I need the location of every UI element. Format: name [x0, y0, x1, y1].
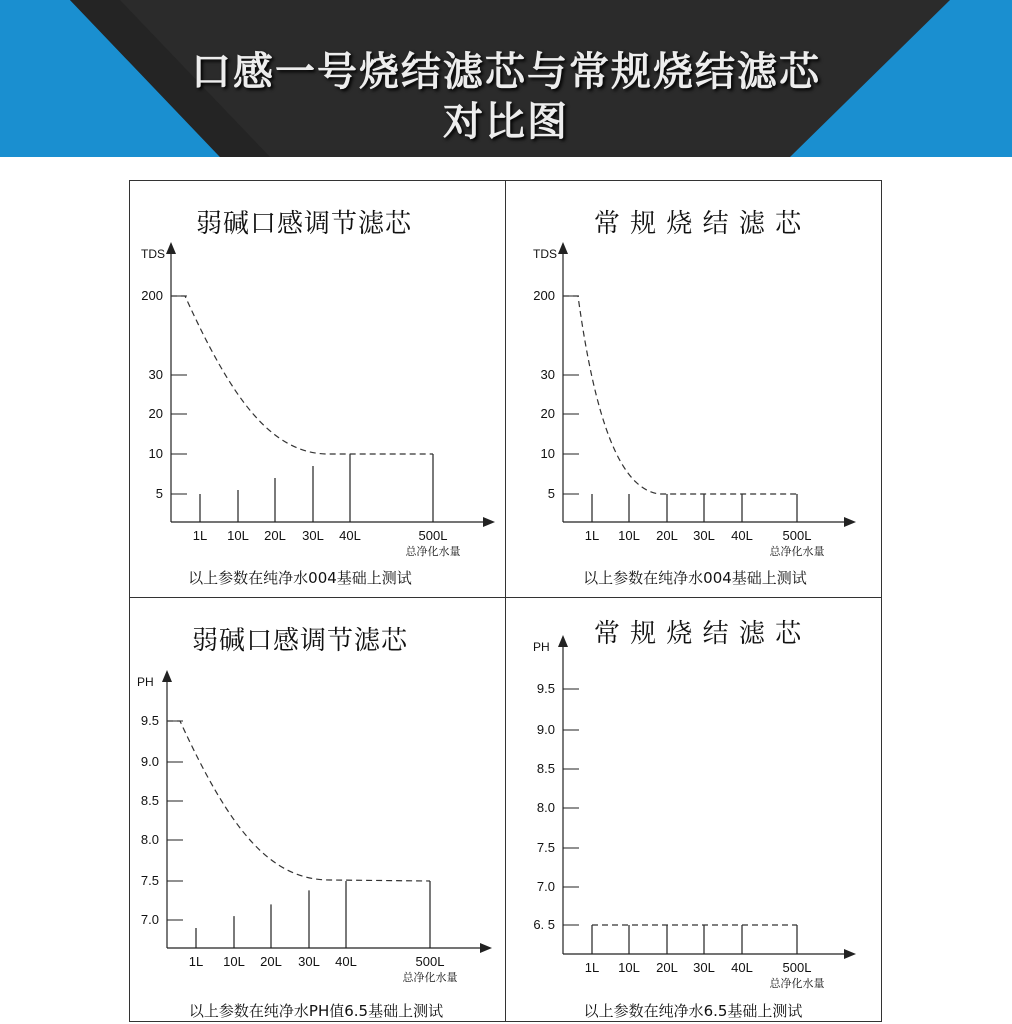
chart2-x-tick-label: 20L: [656, 528, 678, 543]
panel-title-1: 弱碱口感调节滤芯: [195, 209, 412, 239]
chart2-y-tick-label: 200: [533, 288, 555, 303]
chart2-y-axis-arrow: [558, 242, 568, 254]
chart3-y-axis-arrow: [162, 670, 172, 682]
panel-footnote-2: 以上参数在纯净水004基础上测试: [583, 569, 807, 587]
chart3-x-axis-arrow: [480, 943, 492, 953]
chart3-x-tick-label: 10L: [223, 954, 245, 969]
panel-footnote-3: 以上参数在纯净水PH值6.5基础上测试: [188, 1002, 444, 1020]
chart4-y-axis-label: PH: [533, 640, 550, 654]
chart1-y-tick-label: 200: [141, 288, 163, 303]
chart4-y-tick-label: 9.0: [536, 722, 555, 737]
chart4-x-axis-arrow: [844, 949, 856, 959]
chart4-y-axis-arrow: [558, 635, 568, 647]
chart1-y-tick-label: 20: [148, 406, 163, 421]
chart2-x-axis-arrow: [844, 517, 856, 527]
chart4-x-tick-label: 20L: [656, 960, 678, 975]
chart3-y-tick-label: 8.0: [140, 832, 159, 847]
chart2-x-axis-label: 总净化水量: [769, 546, 825, 558]
chart1-x-tick-label: 30L: [302, 528, 324, 543]
chart4-x-tick-label: 10L: [618, 960, 640, 975]
panel-title-3: 弱碱口感调节滤芯: [191, 626, 408, 656]
chart2-y-axis-label: TDS: [533, 247, 557, 261]
chart4-y-tick-label: 7.0: [536, 879, 555, 894]
chart4-y-tick-label: 7.5: [536, 840, 555, 855]
chart1-y-tick-label: 5: [155, 486, 163, 501]
chart2-y-tick-label: 20: [540, 406, 555, 421]
chart1-y-tick-label: 30: [148, 367, 163, 382]
chart3-y-tick-label: 9.5: [140, 713, 159, 728]
chart4-x-tick-label: 30L: [693, 960, 715, 975]
chart4-x-tick-label: 500L: [782, 960, 812, 975]
chart1-y-axis-arrow: [166, 242, 176, 254]
page-subtitle: 对比图: [443, 99, 569, 145]
chart4-x-tick-label: 40L: [731, 960, 753, 975]
panel-footnote-4: 以上参数在纯净水6.5基础上测试: [583, 1002, 803, 1020]
chart4-y-tick-label: 9.5: [536, 681, 555, 696]
chart3-trend-line: [167, 721, 430, 881]
chart3-y-tick-label: 7.0: [140, 912, 159, 927]
chart3-y-tick-label: 7.5: [140, 873, 159, 888]
chart4-x-tick-label: 1L: [584, 960, 600, 975]
chart1-x-axis-arrow: [483, 517, 495, 527]
chart3-y-axis-label: PH: [137, 675, 154, 689]
chart3-x-tick-label: 500L: [415, 954, 445, 969]
chart1-x-axis-label: 总净化水量: [405, 546, 461, 558]
chart3-y-tick-label: 8.5: [140, 793, 159, 808]
chart2-y-tick-label: 5: [547, 486, 555, 501]
panel-title-4: 常 规 烧 结 滤 芯: [593, 619, 803, 649]
chart1-x-tick-label: 1L: [192, 528, 208, 543]
chart4-y-tick-label: 8.0: [536, 800, 555, 815]
chart1-y-axis-label: TDS: [141, 247, 165, 261]
chart1-x-tick-label: 40L: [339, 528, 361, 543]
chart3-x-tick-label: 40L: [335, 954, 357, 969]
chart1-x-tick-label: 500L: [418, 528, 448, 543]
panel-title-2: 常 规 烧 结 滤 芯: [593, 209, 803, 239]
chart3-x-tick-label: 30L: [298, 954, 320, 969]
chart3-y-tick-label: 9.0: [140, 754, 159, 769]
chart4-x-axis-label: 总净化水量: [769, 978, 825, 990]
chart4-y-tick-label: 6. 5: [533, 917, 555, 932]
chart1-trend-line: [171, 296, 433, 454]
chart1-x-tick-label: 20L: [264, 528, 286, 543]
chart2-trend-line: [563, 296, 797, 494]
chart3-x-axis-label: 总净化水量: [402, 972, 458, 984]
chart2-y-tick-label: 10: [540, 446, 555, 461]
chart3-x-tick-label: 1L: [188, 954, 204, 969]
chart3-x-tick-label: 20L: [260, 954, 282, 969]
chart1-x-tick-label: 10L: [227, 528, 249, 543]
chart2-x-tick-label: 30L: [693, 528, 715, 543]
chart4-y-tick-label: 8.5: [536, 761, 555, 776]
chart2-x-tick-label: 500L: [782, 528, 812, 543]
chart2-y-tick-label: 30: [540, 367, 555, 382]
chart2-x-tick-label: 40L: [731, 528, 753, 543]
chart2-x-tick-label: 10L: [618, 528, 640, 543]
page-title: 口感一号烧结滤芯与常规烧结滤芯: [191, 49, 821, 95]
panel-footnote-1: 以上参数在纯净水004基础上测试: [188, 569, 412, 587]
chart2-x-tick-label: 1L: [584, 528, 600, 543]
chart1-y-tick-label: 10: [148, 446, 163, 461]
